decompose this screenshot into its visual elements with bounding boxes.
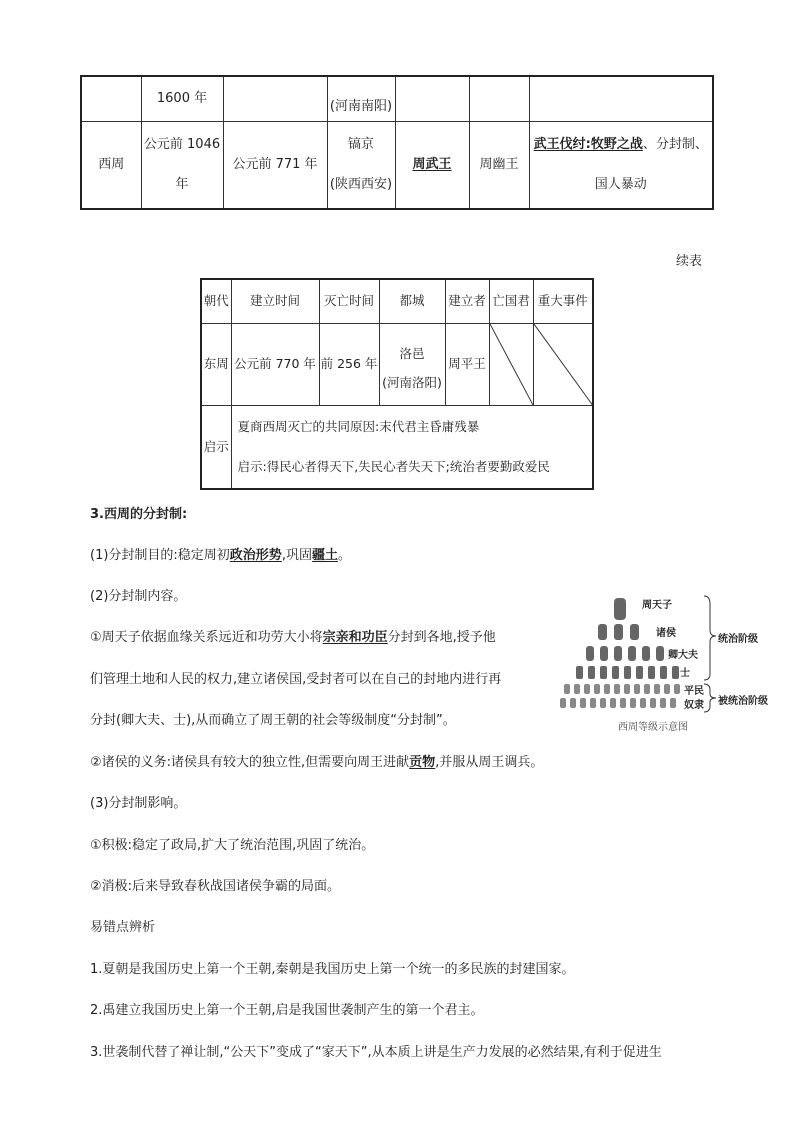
paragraph: ①周天子依据血缘关系远近和功劳大小将宗亲和功臣分封到各地,授予他 bbox=[90, 630, 496, 645]
hierarchy-figure bbox=[558, 590, 778, 735]
label-lords: 诸侯 bbox=[656, 628, 676, 639]
events-line1 bbox=[530, 125, 713, 165]
empty-diagonal-cell bbox=[533, 323, 593, 405]
ended-cell: 公元前 771 年 bbox=[223, 122, 327, 210]
error-item: 1.夏朝是我国历史上第一个王朝,秦朝是我国历史上第一个统一的多民族的封建国家。 bbox=[90, 962, 575, 977]
paragraph: (2)分封制内容。 bbox=[90, 589, 187, 604]
section-heading: 3.西周的分封制: bbox=[90, 507, 188, 522]
underlined-term: 政治形势 bbox=[229, 548, 282, 563]
cell bbox=[469, 76, 529, 122]
paragraph: 们管理土地和人民的权力,建立诸侯国,受封者可以在自己的封地内进行再 bbox=[90, 672, 502, 687]
founded-line1: 公元前 1046 bbox=[143, 137, 221, 152]
capital-cell bbox=[379, 323, 445, 405]
label-slaves: 奴隶 bbox=[684, 700, 704, 711]
label-ruling-class: 统治阶级 bbox=[718, 634, 758, 645]
header-cell: 建立时间 bbox=[231, 279, 319, 323]
capital-name: 镐京 bbox=[347, 137, 374, 152]
header-cell: 建立者 bbox=[445, 279, 489, 323]
founder-name: 周武王 bbox=[412, 157, 452, 172]
error-item: 3.世袭制代替了禅让制,“公天下”变成了“家天下”,从本质上讲是生产力发展的必然结果,有利于促进生 bbox=[90, 1045, 662, 1060]
label-scholars: 士 bbox=[680, 668, 690, 679]
cell: 1600 年 bbox=[141, 76, 223, 122]
header-cell: 都城 bbox=[379, 279, 445, 323]
paragraph: ②消极:后来导致春秋战国诸侯争霸的局面。 bbox=[90, 879, 341, 894]
dynasty-cell: 东周 bbox=[201, 323, 231, 405]
founded-line2: 年 bbox=[175, 177, 189, 192]
header-cell: 朝代 bbox=[201, 279, 231, 323]
errors-title: 易错点辨析 bbox=[90, 920, 156, 935]
insight-line2: 启示:得民心者得天下,失民心者失天下;统治者要勤政爱民 bbox=[237, 458, 550, 474]
paragraph: ①积极:稳定了政局,扩大了统治范围,巩固了统治。 bbox=[90, 838, 375, 853]
figure-caption: 西周等级示意图 bbox=[618, 722, 688, 733]
continued-label: 续表 bbox=[676, 254, 703, 269]
paragraph: (3)分封制影响。 bbox=[90, 796, 187, 811]
capital-cell bbox=[327, 122, 395, 210]
underlined-term: 疆土 bbox=[311, 548, 338, 563]
header-cell: 亡国君 bbox=[489, 279, 533, 323]
founder-cell bbox=[395, 122, 469, 210]
paragraph: 分封(卿大夫、士),从而确立了周王朝的社会等级制度“分封制”。 bbox=[90, 713, 456, 728]
paragraph: ②诸侯的义务:诸侯具有较大的独立性,但需要向周王进献贡物,并服从周王调兵。 bbox=[90, 755, 544, 770]
cell: (河南南阳) bbox=[327, 76, 395, 122]
hierarchy-pyramid-graphic bbox=[558, 590, 778, 735]
capital-location: (陕西西安) bbox=[329, 177, 393, 192]
capital-name: 洛邑 bbox=[399, 346, 425, 361]
empty-diagonal-cell bbox=[489, 323, 533, 405]
ended-cell: 前 256 年 bbox=[319, 323, 379, 405]
cell bbox=[395, 76, 469, 122]
header-cell: 灭亡时间 bbox=[319, 279, 379, 323]
cell bbox=[529, 76, 713, 122]
underlined-term: 宗亲和功臣 bbox=[322, 630, 388, 645]
dynasty-cell: 西周 bbox=[81, 122, 141, 210]
events-cell bbox=[529, 122, 713, 210]
insight-line1: 夏商西周灭亡的共同原因:末代君主昏庸残暴 bbox=[237, 418, 480, 434]
founded-cell: 公元前 770 年 bbox=[231, 323, 319, 405]
header-cell: 重大事件 bbox=[533, 279, 593, 323]
events-line2: 国人暴动 bbox=[594, 177, 647, 192]
label-commoners: 平民 bbox=[684, 686, 704, 697]
dynasty-table-east-zhou bbox=[200, 278, 594, 490]
founder-cell: 周平王 bbox=[445, 323, 489, 405]
events-text: 、分封制、 bbox=[642, 137, 708, 152]
dynasty-table-top bbox=[80, 75, 714, 210]
label-emperor: 周天子 bbox=[642, 600, 672, 611]
label-ruled-class: 被统治阶级 bbox=[718, 696, 768, 707]
label-ministers: 卿大夫 bbox=[668, 650, 698, 661]
last-ruler-cell: 周幽王 bbox=[469, 122, 529, 210]
capital-location: (河南洛阳) bbox=[382, 375, 442, 390]
insight-cell bbox=[231, 405, 593, 489]
insight-label: 启示 bbox=[201, 405, 231, 489]
cell bbox=[223, 76, 327, 122]
paragraph: (1)分封制目的:稳定周初政治形势,巩固疆土。 bbox=[90, 548, 351, 563]
underlined-term: 贡物 bbox=[409, 755, 436, 770]
error-item: 2.禹建立我国历史上第一个王朝,启是我国世袭制产生的第一个君主。 bbox=[90, 1003, 484, 1018]
cell bbox=[81, 76, 141, 122]
events-underlined: 武王伐纣:牧野之战 bbox=[533, 137, 643, 152]
founded-cell bbox=[141, 122, 223, 210]
